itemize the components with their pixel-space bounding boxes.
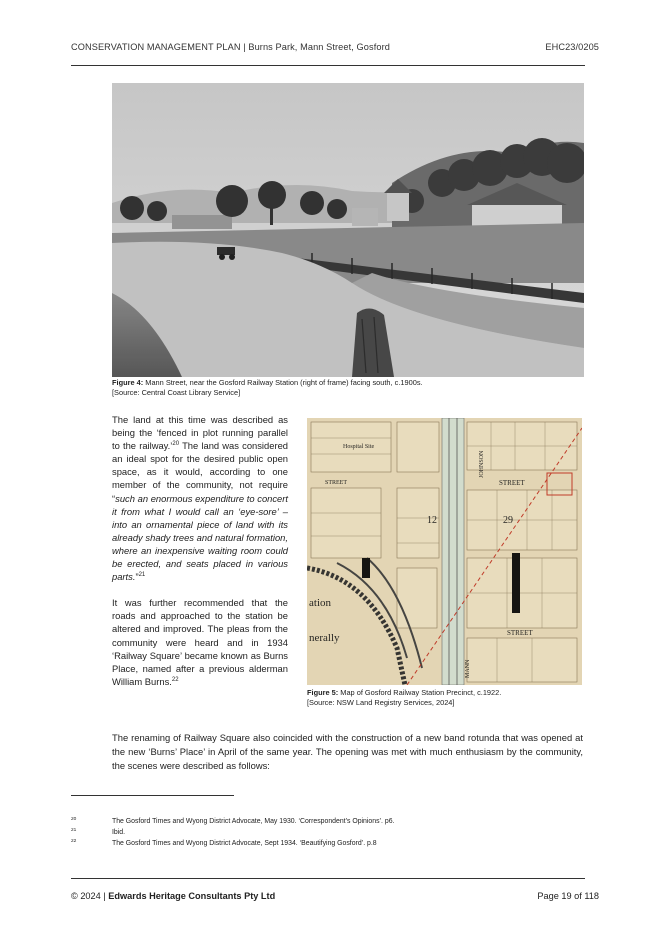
map-label-12: 12 [427,515,437,526]
para2-text: It was further recommended that the roads and approached to the station be altered and improved. The pleas from the community were heard and in 1934 ‘Railway Square’ became known as Burns Place, named after a previous alderman William Burns. [112,597,288,687]
header-rule [71,65,585,66]
footnote-ref-20[interactable]: 20 [172,441,180,448]
footnote-number: 22 [71,839,77,844]
figure-4-label: Figure 4: [112,378,144,387]
footnote-text: The Gosford Times and Wyong District Advocate, May 1930. ‘Correspondent’s Opinions’. p6. [112,818,395,825]
left-column [112,413,288,701]
figure-4-photo [112,83,584,377]
figure-4-caption [112,378,584,398]
figure-4-source: [Source: Central Coast Library Service] [112,388,241,397]
footnote-text: Ibid. [112,829,126,836]
footnote-ref-22[interactable]: 22 [171,676,179,683]
figure-5-caption [307,688,583,708]
footer-copyright [71,891,275,901]
footnote-number: 20 [71,817,77,822]
para1-text-3: ” [135,571,139,583]
figure-5-label: Figure 5: [307,688,339,697]
map-label-street-mid: STREET [325,480,347,486]
figure-4-caption-text: Mann Street, near the Gosford Railway Station (right of frame) facing south, c.1900s. [145,378,423,387]
footnote-ref-21[interactable]: 21 [138,572,146,578]
header-code: EHC23/0205 [545,42,599,52]
map-label-nerally: nerally [309,632,340,644]
para1-text-2: The land was considered an ideal spot for the desired public open space, as it would, according to one member of the community, not require “ [112,440,288,504]
map-label-johnson: JOHNSON [479,450,485,478]
map-label-ation: ation [309,597,331,609]
footer-company: Edwards Heritage Consultants Pty Ltd [108,891,276,901]
map-label-mann: MANN [465,659,471,678]
paragraph-3: The renaming of Railway Square also coincided with the construction of a new band rotunda that was opened at the new ‘Burns’ Place’ in April of the same year. The opening was met with much enthusiasm by the community, the scenes were described as follows: [112,732,583,771]
para1-text-1: The land at this time was described as being the ‘fenced in plot running parallel to the railway.’ [112,414,288,452]
figure-5-source: [Source: NSW Land Registry Services, 2024] [307,698,455,707]
map-label-29: 29 [503,515,513,526]
footnote-number: 21 [71,828,77,833]
figure-5-caption-text: Map of Gosford Railway Station Precinct, c.1922. [340,688,502,697]
paragraph-1 [112,413,288,583]
map-label-street-top: STREET [499,479,525,487]
figure-5-map [307,418,582,685]
footnote-rule [71,795,234,796]
map-label-hospital: Hospital Site [343,444,375,450]
footer-rule [71,878,585,879]
para1-quote: such an enormous expenditure to concert it from what I would call an ‘eye-sore’ – into an ornamental piece of land with its already shady trees and natural formation, where an inexpensive waiting room could be erected, and seats placed in various parts. [112,492,288,583]
paragraph-2 [112,596,288,688]
map-label-street-bottom: STREET [507,629,533,637]
footer-copyright-text: © 2024 | [71,891,109,901]
footnote-text: The Gosford Times and Wyong District Advocate, Sept 1934. ‘Beautifying Gosford’. p.8 [112,840,377,847]
page-number: Page 19 of 118 [537,891,599,901]
header-title: CONSERVATION MANAGEMENT PLAN | Burns Park, Mann Street, Gosford [71,42,390,52]
